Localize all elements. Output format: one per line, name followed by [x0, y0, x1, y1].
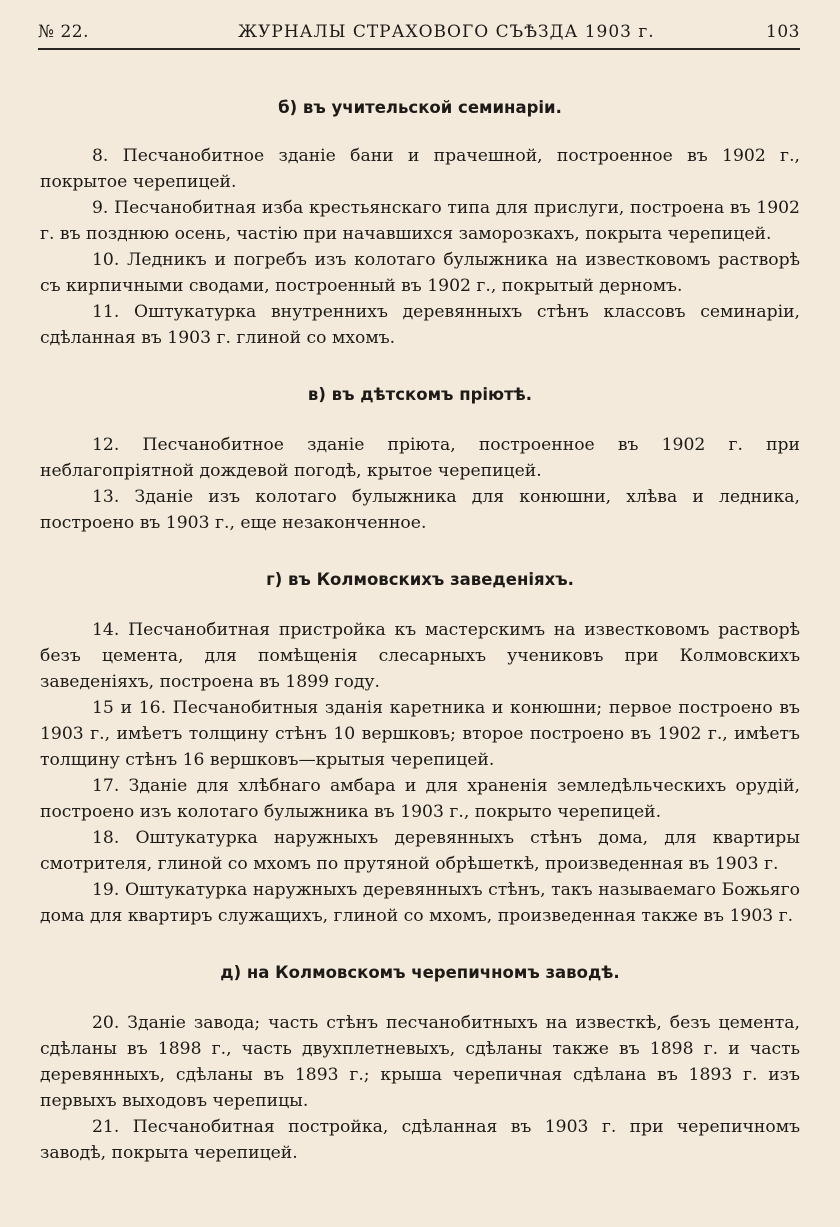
item-10: 10. Ледникъ и погребъ изъ колотаго булыжника на известковомъ растворѣ съ кирпичными сводами, построенный въ 1902 г., покрытый дерномъ. [40, 250, 800, 296]
item-12: 12. Песчанобитное зданіе пріюта, построенное въ 1902 г. при неблагопріятной дождевой погодѣ, крытое черепицей. [40, 435, 800, 481]
item-8: 8. Песчанобитное зданіе бани и прачешной, построенное въ 1902 г., покрытое черепицей. [40, 146, 800, 192]
section-heading-seminary: б) въ учительской семинаріи. [278, 98, 562, 117]
item-21: 21. Песчанобитная постройка, сдѣланная въ 1903 г. при черепичномъ заводѣ, покрыта черепицей. [40, 1117, 800, 1163]
page-number: 103 [766, 22, 800, 42]
item-15-16: 15 и 16. Песчанобитныя зданія каретника и конюшни; первое построено въ 1903 г., имѣетъ толщину стѣнъ 10 вершковъ; второе построено въ 1902 г., имѣетъ толщину стѣнъ 16 вершковъ—крытыя черепицей. [40, 698, 800, 770]
item-17: 17. Зданіе для хлѣбнаго амбара и для храненія земледѣльческихъ орудій, построено изъ колотаго булыжника въ 1903 г., покрыто черепицей. [40, 776, 800, 822]
journal-title: ЖУРНАЛЫ СТРАХОВОГО СЪѢЗДА 1903 г. [238, 22, 655, 42]
document-body [40, 98, 800, 1166]
item-14: 14. Песчанобитная пристройка къ мастерскимъ на известковомъ растворѣ безъ цемента, для помѣщенія слесарныхъ учениковъ при Колмовскихъ заведеніяхъ, построена въ 1899 году. [40, 620, 800, 692]
section-heading-tile-factory: д) на Колмовскомъ черепичномъ заводѣ. [220, 963, 620, 982]
item-11: 11. Оштукатурка внутреннихъ деревянныхъ стѣнъ классовъ семинаріи, сдѣланная въ 1903 г. глиной со мхомъ. [40, 302, 800, 348]
section-heading-orphanage: в) въ дѣтскомъ пріютѣ. [307, 385, 533, 404]
journal-number: № 22. [38, 22, 90, 42]
item-18: 18. Оштукатурка наружныхъ деревянныхъ стѣнъ дома, для квартиры смотрителя, глиной со мхомъ по прутяной обрѣшеткѣ, произведенная въ 1903 г. [40, 828, 800, 874]
item-13: 13. Зданіе изъ колотаго булыжника для конюшни, хлѣва и ледника, построено въ 1903 г., еще незаконченное. [40, 487, 800, 533]
item-20: 20. Зданіе завода; часть стѣнъ песчанобитныхъ на известкѣ, безъ цемента, сдѣланы въ 1898 г., часть двухплетневыхъ, сдѣланы также въ 1898 г. и часть деревянныхъ, сдѣланы въ 1893 г.; крыша черепичная сдѣлана въ 1893 г. изъ первыхъ выходовъ черепицы. [40, 1013, 800, 1111]
running-header [38, 20, 800, 50]
item-19: 19. Оштукатурка наружныхъ деревянныхъ стѣнъ, такъ называемаго Божьяго дома для квартиръ служащихъ, глиной со мхомъ, произведенная также въ 1903 г. [40, 880, 800, 926]
section-heading-kolmovo: г) въ Колмовскихъ заведеніяхъ. [266, 570, 574, 589]
item-9: 9. Песчанобитная изба крестьянскаго типа для прислуги, построена въ 1902 г. въ позднюю осень, частію при начавшихся заморозкахъ, покрыта черепицей. [40, 198, 800, 244]
